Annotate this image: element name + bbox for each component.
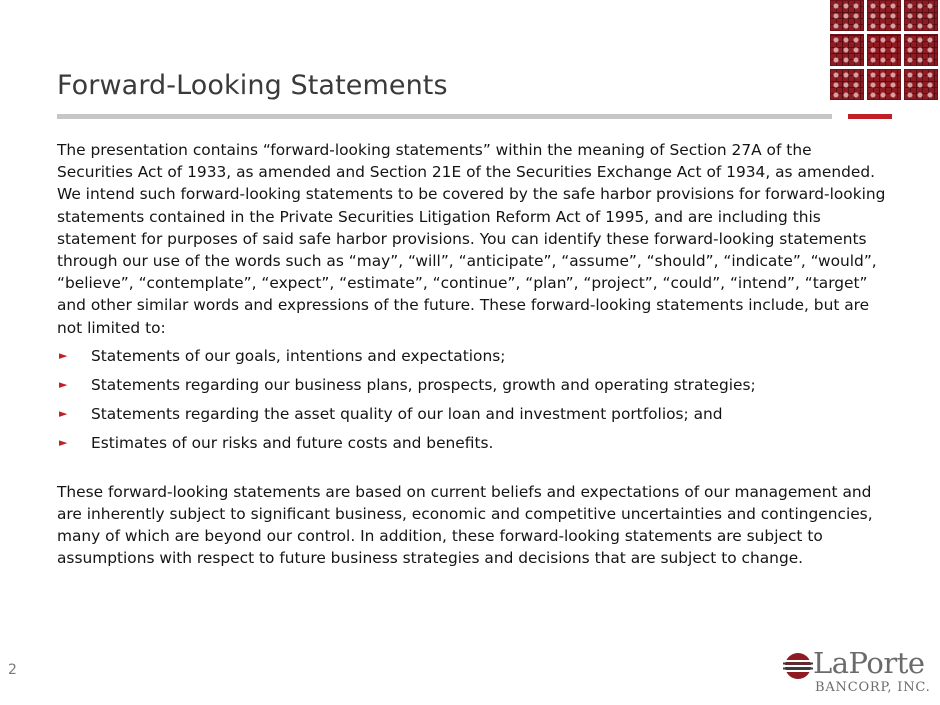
triangle-bullet-icon: ► xyxy=(59,378,68,392)
logo-subtitle: BANCORP, INC. xyxy=(815,680,931,695)
pattern-tile-icon xyxy=(867,34,901,65)
decorative-tile-grid xyxy=(830,0,938,100)
logo-name: LaPorte xyxy=(813,646,925,680)
title-divider xyxy=(57,114,832,119)
triangle-bullet-icon: ► xyxy=(59,436,68,450)
slide-title: Forward-Looking Statements xyxy=(57,70,448,101)
pattern-tile-icon xyxy=(830,34,864,65)
list-item xyxy=(57,432,887,454)
pattern-tile-icon xyxy=(904,34,938,65)
list-item-text: Statements regarding the asset quality of our loan and investment portfolios; and xyxy=(91,405,723,424)
company-logo xyxy=(783,648,935,700)
pattern-tile-icon xyxy=(904,69,938,100)
pattern-tile-icon xyxy=(867,0,901,31)
title-accent-bar xyxy=(848,114,892,119)
pattern-tile-icon xyxy=(830,0,864,31)
bullet-list xyxy=(57,345,887,455)
intro-paragraph: The presentation contains “forward-looking statements” within the meaning of Section 27A of the Securities Act of 1933, as amended and Section 21E of the Securities Exchange Act of 1934, as amended. We intend such forward-looking statements to be covered by the safe harbor provisions for forward-looking statements contained in the Private Securities Litigation Reform Act of 1995, and are including this statement for purposes of said safe harbor provisions. You can identify these forward-looking statements through our use of the words such as “may”, “will”, “anticipate”, “assume”, “should”, “indicate”, “would”, “believe”, “contemplate”, “expect”, “estimate”, “continue”, “plan”, “project”, “could”, “intend”, “target” and other similar words and expressions of the future. These forward-looking statements include, but are not limited to: xyxy=(57,141,886,337)
pattern-tile-icon xyxy=(904,0,938,31)
closing-paragraph: These forward-looking statements are based on current beliefs and expectations of our management and are inherently subject to significant business, economic and competitive uncertainties and contingencies, many of which are beyond our control. In addition, these forward-looking statements are subject to assumptions with respect to future business strategies and decisions that are subject to change. xyxy=(57,482,873,568)
list-item-text: Estimates of our risks and future costs and benefits. xyxy=(91,434,494,453)
body-content xyxy=(57,139,887,569)
pattern-tile-icon xyxy=(830,69,864,100)
triangle-bullet-icon: ► xyxy=(59,407,68,421)
list-item xyxy=(57,374,887,396)
list-item-text: Statements of our goals, intentions and expectations; xyxy=(91,346,506,365)
laporte-emblem-icon xyxy=(783,651,813,681)
triangle-bullet-icon: ► xyxy=(59,348,68,362)
list-item xyxy=(57,345,887,367)
list-item-text: Statements regarding our business plans, prospects, growth and operating strategies; xyxy=(91,376,756,395)
list-item xyxy=(57,403,887,425)
pattern-tile-icon xyxy=(867,69,901,100)
page-number: 2 xyxy=(8,662,17,678)
